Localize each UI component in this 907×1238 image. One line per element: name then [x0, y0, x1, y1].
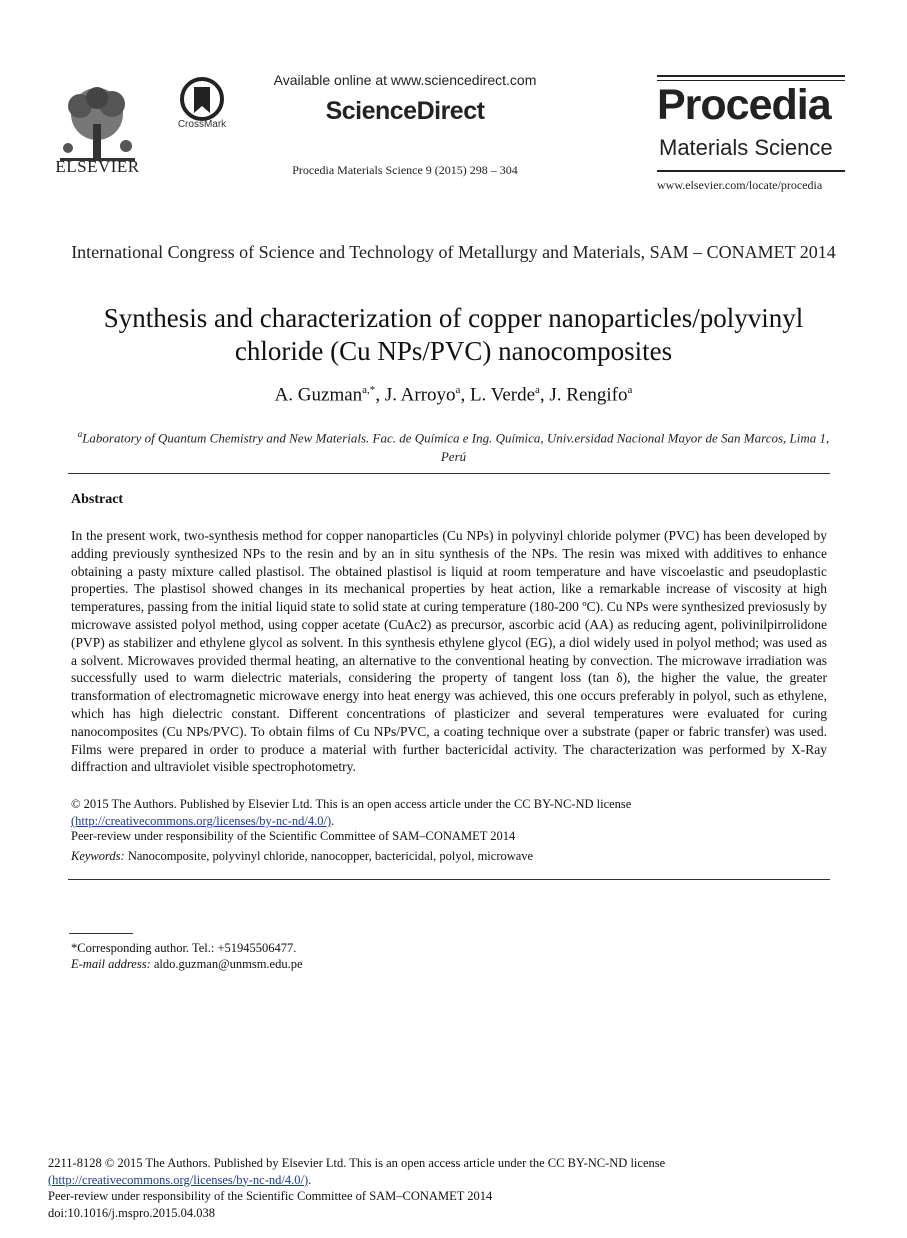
- sciencedirect-logo[interactable]: ScienceDirect: [325, 97, 485, 125]
- publisher-name: ELSEVIER: [55, 157, 140, 176]
- author-affiliation-mark: a: [535, 384, 540, 396]
- author-name: J. Rengifo: [549, 384, 628, 406]
- email-value[interactable]: aldo.guzman@unmsm.edu.pe: [150, 957, 303, 971]
- abstract-heading: Abstract: [71, 492, 124, 507]
- keywords: [71, 849, 827, 864]
- journal-logo-subtitle: Materials Science: [659, 135, 833, 160]
- copyright-notice: [71, 796, 827, 830]
- footer-peer-review: Peer-review under responsibility of the Scientific Committee of SAM–CONAMET 2014: [48, 1189, 493, 1203]
- footer-link-tail: .: [308, 1172, 312, 1187]
- keywords-label: Keywords:: [71, 849, 125, 863]
- author-name: A. Guzman: [274, 384, 363, 406]
- author-affiliation-mark: a: [455, 384, 461, 396]
- section-divider: [68, 879, 830, 880]
- journal-logo-title: Procedia: [657, 81, 831, 129]
- section-divider: [68, 473, 830, 474]
- email-label: E-mail address:: [71, 957, 151, 971]
- footer-copyright: 2211-8128 © 2015 The Authors. Published by Elsevier Ltd. This is an open access article under the CC BY-NC-ND license: [48, 1156, 666, 1170]
- abstract-body: In the present work, two-synthesis method for copper nanoparticles (Cu NPs) in polyvinyl chloride polymer (PVC) has been developed by adding previously synthesized NPs to the resin and by an in situ synthesis of the NPs. The resin was mixed with additives to enhance obtaining a pasty mixture called plastisol. The obtained plastisol is liquid at room temperature and have viscoelastic and pseudoplastic properties. The plastisol showed changes in its mechanical properties by heat action, like a remarkable increase of viscosity at high temperatures, passing from the initial liquid state to solid state at curing temperature (180-200 ºC). Cu NPs were synthesized previosusly by microwave assisted polyol method, using copper acetate (CuAc2) as precursor, ascorbic acid (AA) as reducing agent, polivinilpirrolidone (PVP) as stabilizer and ethylene glycol as solvent. In this synthesis ethylene glycol (EG), a diol widely used in polyol method; was used as a solvent. Microwaves provided thermal heating, an alternative to the conventional heating by convection. The microwave irradiation was successfully used to warm dielectric materials, considering the property of tangent loss (tan δ), the higher the value, the greater transformation of electromagnetic microwave energy into heat energy was achieved, this one occurs preferably in polyol, such as ethylene, which has high dielectric constant. Different concentrations of plasticizer and several temperatures were evaluated for curing nanocomposites (Cu NPs/PVC). To obtain films of Cu NPs/PVC, a coating technique over a substrate (paper or fabric transfer) was used. Films were prepared in order to produce a material with further bactericidal activity. The characterization was performed by X-Ray diffraction and ultraviolet visible spectrophotometry.: [71, 528, 827, 775]
- peer-review-note: Peer-review under responsibility of the Scientific Committee of SAM–CONAMET 2014: [71, 829, 516, 843]
- author-name: L. Verde: [469, 384, 536, 406]
- author-list: A. Guzman$^{a,*}$, J. Arroyo$^a$, L. Verde$^a$, J. Rengifo$^a$: [274, 384, 633, 406]
- affiliation-mark: a: [77, 429, 83, 439]
- corresponding-author: *Corresponding author. Tel.: +51945506477.: [71, 941, 297, 955]
- page-footer: [48, 1155, 828, 1221]
- conference-name: International Congress of Science and Technology of Metallurgy and Materials, SAM – CONAMET 2014: [71, 242, 836, 262]
- journal-rule: [657, 170, 845, 172]
- author-affiliation-mark: a,*: [362, 384, 376, 396]
- copyright-text: © 2015 The Authors. Published by Elsevier Ltd. This is an open access article under the CC BY-NC-ND license: [71, 797, 632, 811]
- license-tail: .: [331, 814, 335, 828]
- journal-url[interactable]: www.elsevier.com/locate/procedia: [657, 178, 823, 192]
- crossmark-label: CrossMark: [177, 119, 227, 130]
- email-address: [71, 957, 303, 972]
- journal-reference: Procedia Materials Science 9 (2015) 298 – 304: [292, 163, 518, 177]
- footnote-rule: [69, 933, 133, 934]
- footer-license-link[interactable]: (http://creativecommons.org/licenses/by-nc-nd/4.0/): [48, 1172, 309, 1187]
- license-link[interactable]: (http://creativecommons.org/licenses/by-nc-nd/4.0/): [71, 814, 332, 828]
- available-online-text: Available online at www.sciencedirect.com: [273, 72, 537, 88]
- author-affiliation-mark: a: [627, 384, 633, 396]
- article-title: Synthesis and characterization of copper nanoparticles/polyvinyl chloride (Cu NPs/PVC) nanocomposites: [103, 303, 804, 366]
- affiliation: [70, 425, 837, 466]
- affiliation-text: Laboratory of Quantum Chemistry and New Materials. Fac. de Química e Ing. Química, Univ.ersidad Nacional Mayor de San Marcos, Lima 1, Perú: [82, 430, 830, 465]
- journal-rule: [657, 75, 845, 77]
- footer-doi[interactable]: doi:10.1016/j.mspro.2015.04.038: [48, 1205, 216, 1220]
- author-name: J. Arroyo: [384, 384, 456, 406]
- keywords-list: Nanocomposite, polyvinyl chloride, nanocopper, bactericidal, polyol, microwave: [124, 849, 534, 863]
